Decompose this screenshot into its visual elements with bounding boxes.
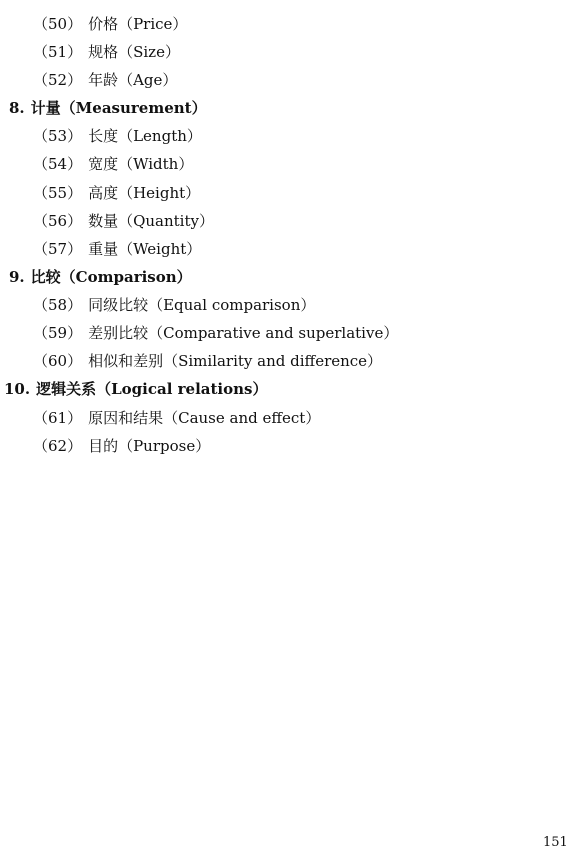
item-number: （58） [33,296,83,314]
list-item [33,352,382,370]
list-item [33,240,201,258]
section-title: 计量（Measurement） [30,99,207,117]
list-item [33,212,214,230]
item-text: 价格（Price） [88,15,188,33]
list-item [33,184,200,202]
section-heading [4,380,267,398]
page-number: 151 [543,835,568,850]
list-item [33,71,177,89]
item-number: （60） [33,352,83,370]
item-number: （50） [33,15,83,33]
item-number: （53） [33,127,83,145]
item-text: 重量（Weight） [88,240,202,258]
item-number: （52） [33,71,83,89]
list-item [33,15,187,33]
item-text: 高度（Height） [88,184,201,202]
list-item [33,324,398,342]
section-title: 逻辑关系（Logical relations） [36,380,268,398]
section-number: 8. [9,99,25,117]
section-number: 10. [4,380,31,398]
list-item [33,409,320,427]
section-heading [9,99,207,117]
section-number: 9. [9,268,25,286]
section-heading [9,268,192,286]
list-item [33,127,202,145]
item-number: （54） [33,155,83,173]
item-text: 相似和差别（Similarity and difference） [88,352,383,370]
list-item [33,296,315,314]
item-text: 规格（Size） [88,43,180,61]
item-number: （62） [33,437,83,455]
item-number: （51） [33,43,83,61]
item-number: （55） [33,184,83,202]
item-text: 原因和结果（Cause and effect） [88,409,321,427]
item-text: 差别比较（Comparative and superlative） [88,324,399,342]
list-item [33,437,210,455]
item-number: （56） [33,212,83,230]
item-text: 数量（Quantity） [88,212,214,230]
section-title: 比较（Comparison） [30,268,192,286]
item-text: 目的（Purpose） [88,437,211,455]
item-text: 宽度（Width） [88,155,194,173]
item-text: 年龄（Age） [88,71,178,89]
item-number: （61） [33,409,83,427]
item-text: 同级比较（Equal comparison） [88,296,316,314]
item-number: （57） [33,240,83,258]
list-item [33,43,180,61]
list-item [33,155,193,173]
item-number: （59） [33,324,83,342]
item-text: 长度（Length） [88,127,202,145]
